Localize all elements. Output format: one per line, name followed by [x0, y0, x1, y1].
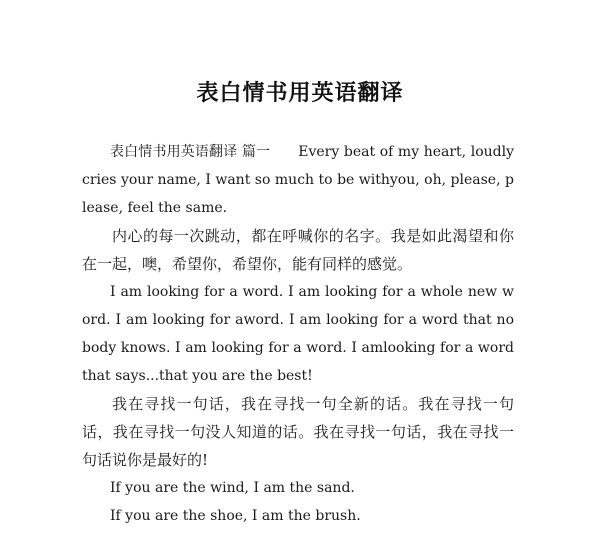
document-body	[82, 138, 514, 530]
paragraph-1-text: Every beat of my heart, loudly cries your name, I want so much to be withyou, oh, please, please, feel the same.	[82, 144, 514, 216]
paragraph-2: 内心的每一次跳动，都在呼喊你的名字。我是如此渴望和你在一起，噢，希望你，希望你，能有同样的感觉。	[82, 227, 514, 273]
section-heading: 表白情书用英语翻译 篇一	[110, 144, 271, 160]
paragraph-6: If you are the shoe, I am the brush.	[110, 508, 361, 524]
paragraph-3: I am looking for a word. I am looking for a whole new word. I am looking for aword. I am looking for a word that nobody knows. I am looking for a word. I amlooking for a word that says...that you are the best!	[82, 284, 514, 384]
paragraph-4: 我在寻找一句话，我在寻找一句全新的话。我在寻找一句话，我在寻找一句没人知道的话。我在寻找一句话，我在寻找一句话说你是最好的!	[82, 395, 514, 469]
document-title: 表白情书用英语翻译	[196, 80, 404, 106]
paragraph-1	[82, 138, 514, 222]
paragraph-5: If you are the wind, I am the sand.	[110, 480, 355, 496]
